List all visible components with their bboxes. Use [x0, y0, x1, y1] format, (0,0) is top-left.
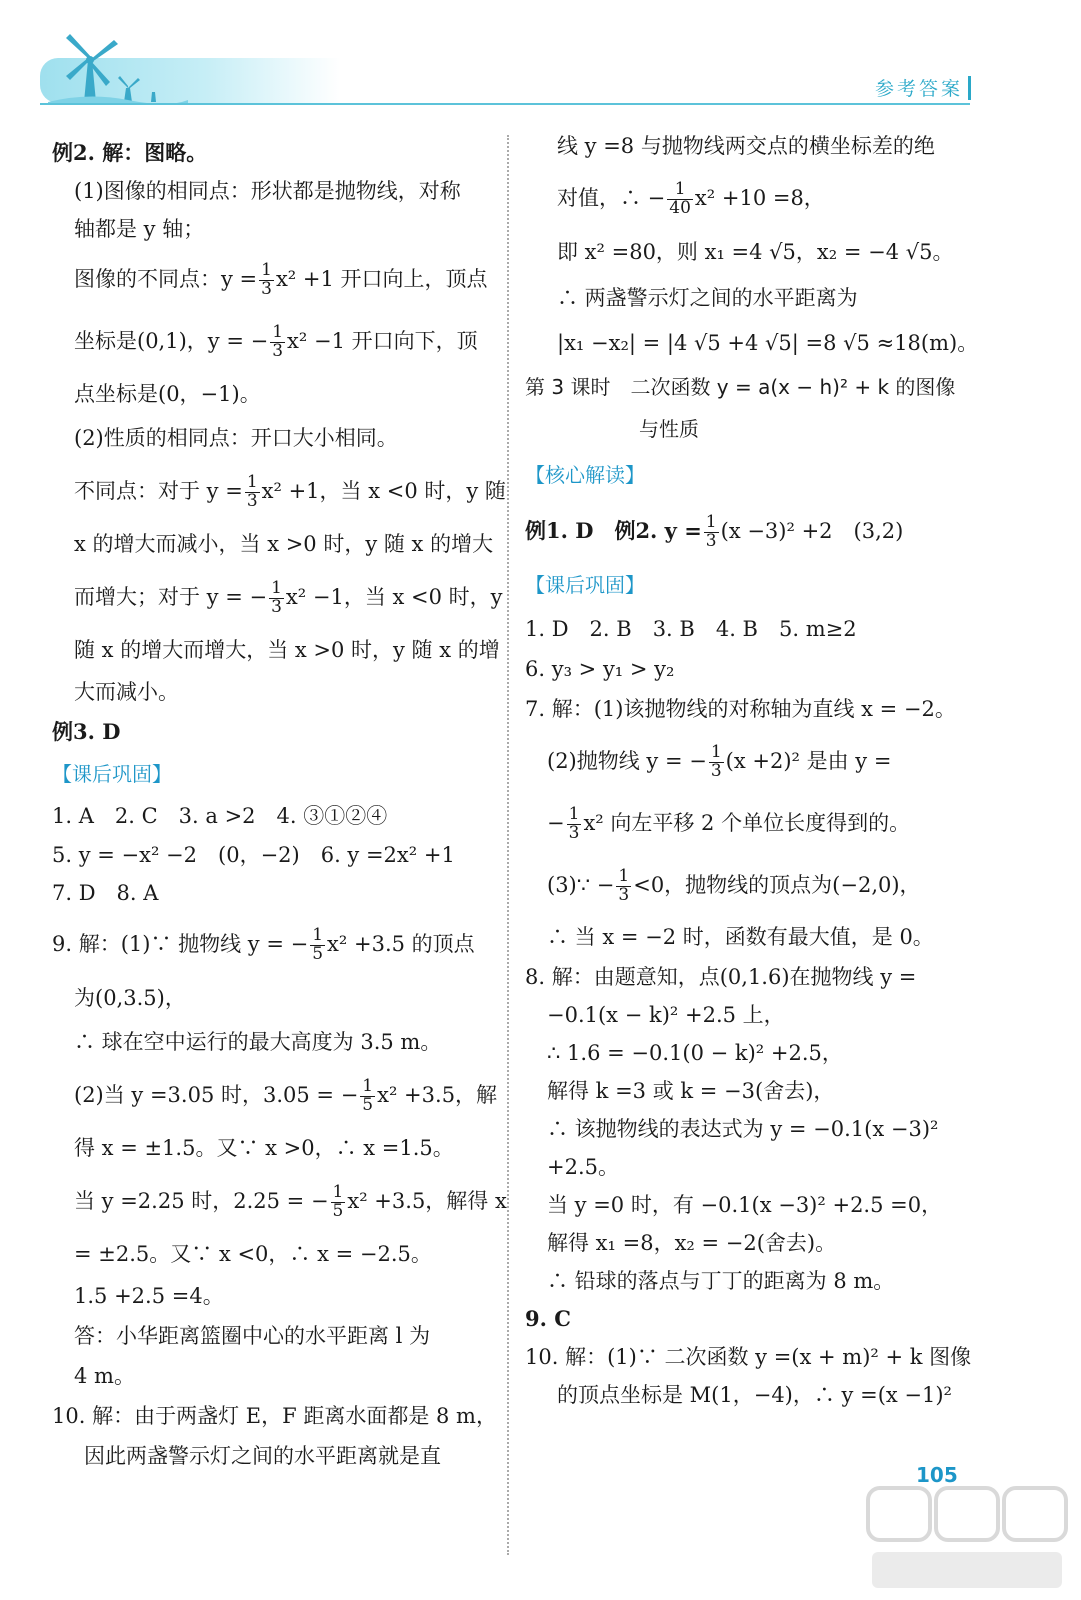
- fraction-denominator: 5: [312, 944, 324, 964]
- text-segment: <0，抛物线的顶点为(−2,0)，: [633, 873, 921, 897]
- text-segment: 不同点：对于 y =: [74, 479, 243, 503]
- text-segment: x² +3.5 的顶点: [327, 932, 475, 956]
- page-header: [0, 0, 1081, 112]
- text-line: ∴ 球在空中运行的最大高度为 3.5 m。: [74, 1030, 442, 1054]
- fraction-numerator: 1: [271, 578, 282, 599]
- text-line: 4 m。: [74, 1364, 135, 1388]
- fraction-numerator: 1: [332, 1182, 344, 1203]
- text-line: +2.5。: [547, 1155, 619, 1179]
- formula-line: [525, 168, 970, 228]
- fraction: [616, 868, 631, 905]
- text-segment: 图像的不同点：y =: [74, 267, 258, 291]
- fraction: [704, 514, 719, 551]
- fraction-numerator: 1: [568, 804, 580, 825]
- text-line: ∴ 铅球的落点与丁丁的距离为 8 m。: [547, 1269, 895, 1293]
- text-line: (2)性质的相同点：开口大小相同。: [74, 426, 398, 450]
- example-3-answer: 例3. D: [52, 719, 121, 744]
- text-line: 随 x 的增大而增大，当 x >0 时，y 随 x 的增: [74, 638, 500, 662]
- text-segment: (x −3)² +2 (3,2): [720, 519, 904, 543]
- header-rule: [40, 103, 970, 105]
- text-line: 线 y =8 与抛物线两交点的横坐标差的绝: [557, 134, 935, 158]
- fraction-denominator: 3: [568, 823, 580, 843]
- formula-line: [525, 854, 970, 916]
- formula-line: [525, 500, 970, 562]
- text-line: 的顶点坐标是 M(1，−4)，∴ y =(x −1)²: [557, 1383, 952, 1407]
- fraction-denominator: 40: [669, 198, 691, 218]
- fraction: [269, 580, 284, 617]
- section-heading: 【课后巩固】: [52, 762, 172, 786]
- text-line: 7. 解：(1)该抛物线的对称轴为直线 x = −2。: [525, 697, 956, 721]
- formula-line: [525, 730, 970, 792]
- formula-line: [52, 248, 492, 310]
- fraction-denominator: 3: [272, 341, 284, 361]
- text-segment: x² 向左平移 2 个单位长度得到的。: [583, 811, 911, 835]
- answer-line: 1. A 2. C 3. a >2 4. ③①②④: [52, 804, 388, 828]
- column-divider: [507, 135, 509, 1555]
- answer-line: 9. C: [525, 1306, 571, 1331]
- text-segment: x² +10 =8，: [694, 186, 825, 210]
- fraction-numerator: 1: [261, 260, 272, 281]
- section-heading: 【核心解读】: [525, 463, 645, 487]
- fraction: [567, 806, 582, 843]
- fraction-denominator: 3: [618, 885, 630, 905]
- text-segment: 9. 解：(1)∵ 抛物线 y = −: [52, 932, 309, 956]
- fraction-denominator: 3: [710, 761, 722, 781]
- text-line: 解得 k =3 或 k = −3(舍去)，: [547, 1079, 835, 1103]
- section-heading: 【课后巩固】: [525, 573, 645, 597]
- fraction: [245, 474, 260, 511]
- right-column: [525, 124, 979, 1414]
- text-line: 8. 解：由题意知，点(0,1.6)在抛物线 y =: [525, 965, 917, 989]
- site-watermark-logo-icon: [862, 1480, 1074, 1595]
- text-segment: (2)抛物线 y = −: [547, 749, 707, 773]
- fraction-denominator: 3: [271, 597, 282, 617]
- text-line: 当 y =0 时，有 −0.1(x −3)² +2.5 =0，: [547, 1193, 943, 1217]
- text-line: 答：小华距离篮圈中心的水平距离 l 为: [74, 1324, 431, 1348]
- formula-line: [52, 566, 503, 628]
- text-line: −0.1(x − k)² +2.5 上，: [547, 1003, 785, 1027]
- text-segment: x² +1，当 x <0 时，y 随: [261, 479, 506, 503]
- formula-line: [52, 912, 492, 976]
- formula-line: [52, 1064, 498, 1126]
- text-line: |x₁ −x₂| = |4 √5 +4 √5| =8 √5 ≈18(m)。: [557, 331, 979, 355]
- fraction: [270, 324, 285, 361]
- formula-line: [52, 310, 492, 372]
- header-title: 参考答案: [874, 78, 963, 100]
- fraction-numerator: 1: [246, 472, 258, 493]
- text-segment: 坐标是(0,1)，y = −: [74, 329, 269, 353]
- text-line: 10. 解：由于两盏灯 E，F 距离水面都是 8 m，: [52, 1404, 497, 1428]
- fraction-numerator: 1: [362, 1076, 374, 1097]
- fraction-denominator: 3: [705, 531, 717, 551]
- header-bracket: [968, 76, 971, 100]
- text-line: 大而减小。: [74, 680, 179, 704]
- text-line: 1.5 +2.5 =4。: [74, 1284, 224, 1308]
- lesson-title: 第 3 课时 二次函数 y = a(x − h)² + k 的图像: [525, 375, 956, 399]
- fraction-numerator: 1: [667, 181, 693, 200]
- text-segment: x² +3.5，解: [377, 1083, 498, 1107]
- text-segment: (x +2)² 是由 y =: [725, 749, 892, 773]
- text-line: ∴ 该抛物线的表达式为 y = −0.1(x −3)²: [547, 1117, 939, 1141]
- fraction: [331, 1184, 346, 1221]
- text-line: 得 x = ±1.5。又∵ x >0，∴ x =1.5。: [74, 1136, 454, 1160]
- text-line: 为(0,3.5)，: [74, 986, 186, 1010]
- text-segment: x² −1 开口向下，顶: [287, 329, 478, 353]
- text-line: 点坐标是(0，−1)。: [74, 382, 261, 406]
- text-segment: x² +3.5，解得 x: [347, 1189, 507, 1213]
- text-segment: 例1. D 例2. y =: [525, 518, 702, 543]
- fraction-denominator: 3: [261, 279, 272, 299]
- example-2-heading: 例2. 解：图略。: [52, 140, 208, 165]
- fraction-denominator: 5: [362, 1095, 374, 1115]
- answer-line: 6. y₃ > y₁ > y₂: [525, 657, 675, 681]
- text-line: 10. 解：(1)∵ 二次函数 y =(x + m)² + k 图像: [525, 1345, 972, 1369]
- text-segment: 对值，∴ −: [557, 186, 666, 210]
- fraction-numerator: 1: [618, 866, 630, 887]
- formula-line: [52, 460, 506, 522]
- text-line: ∴ 1.6 = −0.1(0 − k)² +2.5，: [547, 1041, 843, 1065]
- text-line: = ±2.5。又∵ x <0，∴ x = −2.5。: [74, 1242, 432, 1266]
- fraction-numerator: 1: [705, 512, 717, 533]
- fraction-numerator: 1: [272, 322, 284, 343]
- text-line: 解得 x₁ =8，x₂ = −2(舍去)。: [547, 1231, 837, 1255]
- fraction: [310, 927, 325, 964]
- text-line: ∴ 当 x = −2 时，函数有最大值，是 0。: [547, 925, 934, 949]
- fraction-denominator: 5: [332, 1201, 344, 1221]
- text-line: ∴ 两盏警示灯之间的水平距离为: [557, 286, 858, 310]
- text-line: 因此两盏警示灯之间的水平距离就是直: [84, 1444, 441, 1468]
- page-number: 105: [916, 1463, 958, 1487]
- answer-line: 1. D 2. B 3. B 4. B 5. m≥2: [525, 617, 857, 641]
- text-segment: x² +1 开口向上，顶点: [275, 267, 488, 291]
- text-segment: −: [547, 811, 565, 835]
- answer-line: 7. D 8. A: [52, 881, 159, 905]
- fraction: [709, 744, 724, 781]
- text-segment: 当 y =2.25 时，2.25 = −: [74, 1189, 329, 1213]
- fraction: [259, 262, 274, 299]
- text-line: 即 x² =80，则 x₁ =4 √5，x₂ = −4 √5。: [557, 240, 954, 264]
- text-segment: (3)∵ −: [547, 873, 615, 897]
- text-segment: 而增大；对于 y = −: [74, 585, 268, 609]
- windmill-logo-icon: [48, 30, 188, 105]
- text-segment: (2)当 y =3.05 时，3.05 = −: [74, 1083, 359, 1107]
- answer-line: 5. y = −x² −2 (0，−2) 6. y =2x² +1: [52, 843, 455, 867]
- fraction-numerator: 1: [312, 925, 324, 946]
- text-segment: x² −1，当 x <0 时，y: [285, 585, 503, 609]
- lesson-title-continued: 与性质: [639, 417, 699, 441]
- fraction: [360, 1078, 375, 1115]
- left-column: [52, 124, 507, 1476]
- text-line: (1)图像的相同点：形状都是抛物线，对称: [74, 179, 461, 203]
- text-line: 轴都是 y 轴；: [74, 217, 205, 241]
- formula-line: [525, 792, 970, 854]
- fraction-numerator: 1: [710, 742, 722, 763]
- formula-line: [52, 1170, 507, 1232]
- text-line: x 的增大而减小，当 x >0 时，y 随 x 的增大: [74, 532, 494, 556]
- fraction-denominator: 3: [246, 491, 258, 511]
- fraction: [667, 181, 693, 218]
